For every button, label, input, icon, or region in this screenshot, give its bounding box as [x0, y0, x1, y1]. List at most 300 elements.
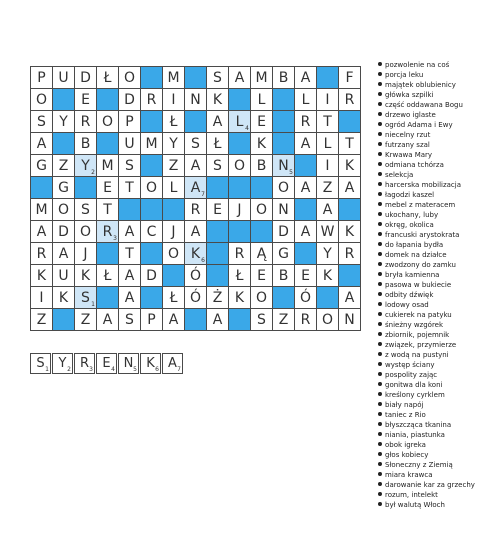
cell-letter: A — [344, 180, 355, 196]
grid-cell[interactable] — [316, 132, 339, 155]
cell-letter: A — [190, 180, 201, 196]
bullet-icon — [378, 72, 382, 76]
cell-letter: K — [256, 136, 267, 152]
solution-cell[interactable] — [74, 353, 95, 374]
grid-cell[interactable] — [206, 308, 229, 331]
cell-letter: Y — [81, 158, 90, 174]
grid-cell[interactable] — [74, 242, 97, 265]
cell-letter: J — [237, 202, 242, 218]
cell-letter: O — [57, 202, 70, 218]
grid-cell[interactable] — [162, 66, 185, 89]
cell-letter: K — [344, 224, 355, 240]
cell-letter: G — [278, 246, 289, 262]
clue-item — [378, 400, 475, 410]
clue-text: związek, przymierze — [385, 341, 457, 349]
grid-cell-blocked — [206, 264, 229, 287]
clue-text: rozum, intelekt — [385, 491, 438, 499]
grid-cell[interactable] — [118, 132, 141, 155]
grid-cell[interactable] — [140, 220, 163, 243]
clue-text: śnieżny wzgórek — [385, 321, 444, 329]
clue-text: odmiana tchórza — [385, 161, 444, 169]
grid-cell[interactable] — [162, 154, 185, 177]
clue-text: okręg, okolica — [385, 221, 434, 229]
grid-cell[interactable] — [316, 154, 339, 177]
grid-cell[interactable] — [206, 154, 229, 177]
cell-number: 6 — [201, 257, 205, 264]
grid-cell[interactable] — [74, 308, 97, 331]
grid-cell[interactable] — [74, 154, 97, 177]
clue-item — [378, 310, 475, 320]
clue-text: kreślony cyrklem — [385, 391, 445, 399]
bullet-icon — [378, 112, 382, 116]
solution-number: 5 — [133, 366, 137, 373]
clue-item — [378, 300, 475, 310]
grid-cell[interactable] — [294, 264, 317, 287]
cell-letter: A — [124, 290, 135, 306]
grid-cell[interactable] — [184, 220, 207, 243]
grid-cell[interactable] — [52, 176, 75, 199]
grid-cell[interactable] — [338, 176, 361, 199]
grid-cell[interactable] — [250, 308, 273, 331]
clue-item — [378, 420, 475, 430]
grid-cell[interactable] — [118, 88, 141, 111]
grid-cell[interactable] — [118, 242, 141, 265]
cell-letter: B — [80, 136, 91, 152]
grid-cell[interactable] — [272, 66, 295, 89]
grid-cell[interactable] — [118, 220, 141, 243]
cell-letter: E — [81, 92, 90, 108]
cell-letter: Ż — [212, 290, 223, 306]
grid-cell[interactable] — [184, 286, 207, 309]
grid-cell-blocked — [140, 198, 163, 221]
grid-cell-blocked — [184, 66, 207, 89]
cell-letter: D — [58, 224, 69, 240]
clue-text: porcja leku — [385, 71, 424, 79]
cell-letter: A — [190, 158, 201, 174]
grid-cell[interactable] — [52, 198, 75, 221]
solution-letter: R — [79, 356, 90, 371]
solution-number: 4 — [111, 366, 115, 373]
bullet-icon — [378, 152, 382, 156]
cell-letter: K — [234, 290, 245, 306]
solution-cell[interactable] — [52, 353, 73, 374]
grid-cell-blocked — [316, 286, 339, 309]
grid-cell[interactable] — [338, 132, 361, 155]
grid-cell[interactable] — [316, 220, 339, 243]
cell-letter: R — [300, 312, 311, 328]
clue-text: drzewo iglaste — [385, 111, 436, 119]
cell-letter: Y — [59, 114, 68, 130]
cell-letter: F — [345, 70, 354, 86]
grid-cell[interactable] — [228, 286, 251, 309]
grid-cell[interactable] — [228, 264, 251, 287]
cell-letter: O — [79, 224, 92, 240]
grid-cell[interactable] — [30, 198, 53, 221]
cell-letter: S — [257, 312, 266, 328]
grid-cell[interactable] — [272, 308, 295, 331]
cell-letter: K — [36, 268, 47, 284]
clue-text: niania, piastunka — [385, 431, 445, 439]
clue-item — [378, 250, 475, 260]
cell-number: 4 — [245, 125, 249, 132]
solution-cell[interactable] — [30, 353, 51, 374]
grid-cell[interactable] — [184, 264, 207, 287]
grid-cell[interactable] — [272, 220, 295, 243]
clue-item — [378, 460, 475, 470]
cell-letter: S — [213, 70, 222, 86]
grid-cell[interactable] — [30, 66, 53, 89]
grid-cell-blocked — [162, 198, 185, 221]
grid-cell[interactable] — [30, 88, 53, 111]
grid-cell[interactable] — [118, 308, 141, 331]
grid-cell[interactable] — [206, 66, 229, 89]
grid-cell[interactable] — [250, 286, 273, 309]
grid-cell[interactable] — [96, 264, 119, 287]
grid-cell[interactable] — [206, 198, 229, 221]
grid-cell[interactable] — [118, 264, 141, 287]
grid-cell[interactable] — [30, 308, 53, 331]
solution-cell[interactable] — [118, 353, 139, 374]
clue-text: głos kobiecy — [385, 451, 429, 459]
cell-letter: T — [345, 136, 354, 152]
grid-cell[interactable] — [140, 264, 163, 287]
clue-text: majątek oblubienicy — [385, 81, 456, 89]
solution-letter: S — [36, 356, 45, 371]
grid-cell[interactable] — [228, 66, 251, 89]
grid-cell[interactable] — [228, 110, 251, 133]
clue-text: domek na działce — [385, 251, 447, 259]
grid-cell[interactable] — [250, 264, 273, 287]
cell-letter: A — [36, 224, 47, 240]
grid-cell[interactable] — [316, 110, 339, 133]
grid-cell[interactable] — [118, 286, 141, 309]
bullet-icon — [378, 282, 382, 286]
solution-letter: K — [146, 356, 155, 371]
grid-cell[interactable] — [96, 110, 119, 133]
grid-cell[interactable] — [228, 154, 251, 177]
grid-cell-blocked — [338, 198, 361, 221]
grid-cell[interactable] — [162, 308, 185, 331]
grid-cell[interactable] — [30, 220, 53, 243]
grid-cell[interactable] — [184, 176, 207, 199]
clue-item — [378, 190, 475, 200]
cell-letter: Ą — [256, 246, 267, 262]
bullet-icon — [378, 332, 382, 336]
clue-item — [378, 500, 475, 510]
grid-cell[interactable] — [250, 110, 273, 133]
grid-cell[interactable] — [74, 132, 97, 155]
cell-letter: O — [35, 92, 48, 108]
grid-cell[interactable] — [250, 66, 273, 89]
cell-letter: T — [125, 180, 134, 196]
grid-cell[interactable] — [162, 132, 185, 155]
cell-letter: M — [255, 70, 268, 86]
bullet-icon — [378, 352, 382, 356]
grid-cell[interactable] — [140, 308, 163, 331]
clue-text: selekcja — [385, 171, 414, 179]
grid-cell[interactable] — [52, 242, 75, 265]
grid-cell[interactable] — [184, 154, 207, 177]
clue-item — [378, 240, 475, 250]
grid-cell[interactable] — [184, 198, 207, 221]
grid-cell[interactable] — [184, 132, 207, 155]
cell-letter: N — [190, 92, 201, 108]
cell-letter: Z — [278, 312, 289, 328]
bullet-icon — [378, 262, 382, 266]
grid-cell[interactable] — [140, 88, 163, 111]
clue-item — [378, 280, 475, 290]
grid-cell[interactable] — [294, 110, 317, 133]
grid-cell-blocked — [272, 88, 295, 111]
grid-cell[interactable] — [228, 242, 251, 265]
cell-letter: A — [322, 202, 333, 218]
grid-cell[interactable] — [162, 88, 185, 111]
cell-letter: A — [212, 312, 223, 328]
cell-letter: A — [124, 268, 135, 284]
grid-cell[interactable] — [206, 132, 229, 155]
cell-number: 3 — [113, 235, 117, 242]
grid-cell[interactable] — [294, 88, 317, 111]
grid-cell[interactable] — [272, 154, 295, 177]
grid-cell[interactable] — [118, 66, 141, 89]
grid-cell[interactable] — [52, 154, 75, 177]
grid-cell[interactable] — [52, 264, 75, 287]
grid-cell[interactable] — [294, 176, 317, 199]
solution-number: 6 — [155, 366, 159, 373]
grid-cell[interactable] — [294, 220, 317, 243]
solution-number: 7 — [177, 366, 181, 373]
bullet-icon — [378, 122, 382, 126]
cell-letter: P — [37, 70, 46, 86]
grid-cell[interactable] — [30, 154, 53, 177]
cell-letter: L — [235, 114, 244, 130]
grid-cell[interactable] — [30, 110, 53, 133]
bullet-icon — [378, 452, 382, 456]
grid-cell[interactable] — [206, 286, 229, 309]
cell-letter: Ł — [169, 114, 178, 130]
clue-item — [378, 270, 475, 280]
cell-letter: R — [234, 246, 245, 262]
grid-cell[interactable] — [316, 242, 339, 265]
grid-cell[interactable] — [96, 154, 119, 177]
grid-cell-blocked — [52, 88, 75, 111]
grid-cell[interactable] — [96, 66, 119, 89]
clue-item — [378, 110, 475, 120]
clue-item — [378, 260, 475, 270]
grid-cell[interactable] — [74, 88, 97, 111]
grid-cell[interactable] — [96, 198, 119, 221]
solution-letter: N — [123, 356, 134, 371]
grid-cell[interactable] — [52, 286, 75, 309]
grid-cell[interactable] — [162, 176, 185, 199]
clue-text: pozwolenie na coś — [385, 61, 450, 69]
grid-cell[interactable] — [118, 176, 141, 199]
grid-cell[interactable] — [162, 242, 185, 265]
grid-cell[interactable] — [74, 264, 97, 287]
grid-cell[interactable] — [272, 198, 295, 221]
grid-cell[interactable] — [272, 176, 295, 199]
clue-text: pospolity zając — [385, 371, 438, 379]
clue-item — [378, 370, 475, 380]
cell-letter: M — [101, 158, 114, 174]
clue-text: obok igreka — [385, 441, 426, 449]
cell-letter: Ł — [103, 268, 112, 284]
bullet-icon — [378, 92, 382, 96]
cell-letter: T — [125, 246, 134, 262]
grid-cell[interactable] — [338, 88, 361, 111]
bullet-icon — [378, 392, 382, 396]
grid-cell[interactable] — [294, 66, 317, 89]
grid-cell[interactable] — [338, 308, 361, 331]
grid-cell[interactable] — [228, 198, 251, 221]
cell-letter: O — [233, 158, 246, 174]
grid-cell-blocked — [294, 242, 317, 265]
grid-cell[interactable] — [74, 66, 97, 89]
bullet-icon — [378, 412, 382, 416]
cell-letter: Z — [322, 180, 333, 196]
clue-list — [378, 60, 475, 510]
clue-item — [378, 160, 475, 170]
solution-cell[interactable] — [162, 353, 183, 374]
grid-cell[interactable] — [140, 132, 163, 155]
grid-cell[interactable] — [316, 308, 339, 331]
grid-cell[interactable] — [250, 198, 273, 221]
grid-cell[interactable] — [316, 264, 339, 287]
clue-text: był walutą Włoch — [385, 501, 445, 509]
cell-letter: O — [255, 202, 268, 218]
grid-cell[interactable] — [30, 286, 53, 309]
grid-cell[interactable] — [96, 220, 119, 243]
cell-letter: M — [35, 202, 48, 218]
cell-letter: M — [145, 136, 158, 152]
solution-cell[interactable] — [140, 353, 161, 374]
bullet-icon — [378, 62, 382, 66]
grid-cell[interactable] — [338, 286, 361, 309]
grid-cell[interactable] — [250, 242, 273, 265]
grid-cell-blocked — [272, 132, 295, 155]
grid-cell[interactable] — [294, 308, 317, 331]
clue-item — [378, 60, 475, 70]
grid-cell[interactable] — [118, 154, 141, 177]
grid-cell[interactable] — [250, 154, 273, 177]
grid-cell[interactable] — [52, 66, 75, 89]
cell-letter: S — [125, 312, 134, 328]
grid-cell[interactable] — [250, 88, 273, 111]
grid-cell[interactable] — [316, 176, 339, 199]
clue-item — [378, 330, 475, 340]
grid-cell[interactable] — [74, 220, 97, 243]
cell-letter: Ó — [189, 268, 202, 284]
grid-cell[interactable] — [272, 264, 295, 287]
clue-text: harcerska mobilizacja — [385, 181, 462, 189]
clue-item — [378, 130, 475, 140]
grid-cell[interactable] — [294, 286, 317, 309]
grid-cell[interactable] — [316, 198, 339, 221]
bullet-icon — [378, 312, 382, 316]
cell-letter: D — [278, 224, 289, 240]
grid-cell[interactable] — [96, 308, 119, 331]
cell-letter: A — [300, 180, 311, 196]
grid-cell[interactable] — [250, 132, 273, 155]
grid-cell[interactable] — [162, 110, 185, 133]
cell-letter: R — [102, 224, 113, 240]
grid-cell[interactable] — [272, 242, 295, 265]
grid-cell[interactable] — [30, 132, 53, 155]
cell-letter: K — [80, 268, 91, 284]
grid-cell[interactable] — [206, 88, 229, 111]
bullet-icon — [378, 252, 382, 256]
grid-cell[interactable] — [162, 286, 185, 309]
cell-letter: O — [167, 246, 180, 262]
grid-cell[interactable] — [74, 198, 97, 221]
grid-cell-blocked — [140, 110, 163, 133]
grid-cell[interactable] — [74, 286, 97, 309]
grid-cell[interactable] — [184, 88, 207, 111]
clue-item — [378, 350, 475, 360]
grid-cell[interactable] — [184, 242, 207, 265]
bullet-icon — [378, 272, 382, 276]
grid-cell[interactable] — [338, 154, 361, 177]
clue-text: gonitwa dla koni — [385, 381, 443, 389]
grid-cell-blocked — [272, 286, 295, 309]
cell-letter: A — [344, 290, 355, 306]
grid-cell[interactable] — [52, 220, 75, 243]
solution-number: 1 — [45, 366, 49, 373]
grid-cell[interactable] — [162, 220, 185, 243]
grid-cell[interactable] — [206, 110, 229, 133]
bullet-icon — [378, 422, 382, 426]
grid-cell[interactable] — [338, 220, 361, 243]
bullet-icon — [378, 372, 382, 376]
cell-letter: E — [213, 202, 222, 218]
grid-cell[interactable] — [30, 242, 53, 265]
grid-cell[interactable] — [338, 242, 361, 265]
cell-letter: Z — [80, 312, 91, 328]
grid-cell[interactable] — [96, 176, 119, 199]
cell-letter: D — [80, 70, 91, 86]
bullet-icon — [378, 102, 382, 106]
cell-letter: R — [344, 246, 355, 262]
grid-cell[interactable] — [52, 110, 75, 133]
cell-letter: N — [344, 312, 355, 328]
cell-letter: O — [277, 180, 290, 196]
solution-cell[interactable] — [96, 353, 117, 374]
grid-cell[interactable] — [74, 110, 97, 133]
clue-item — [378, 170, 475, 180]
grid-cell[interactable] — [140, 176, 163, 199]
grid-cell-blocked — [250, 176, 273, 199]
bullet-icon — [378, 292, 382, 296]
grid-cell[interactable] — [294, 132, 317, 155]
cell-letter: J — [171, 224, 176, 240]
bullet-icon — [378, 362, 382, 366]
grid-cell[interactable] — [338, 66, 361, 89]
cell-number: 1 — [91, 301, 95, 308]
grid-cell[interactable] — [316, 88, 339, 111]
grid-cell[interactable] — [30, 264, 53, 287]
grid-cell[interactable] — [118, 110, 141, 133]
cell-letter: O — [101, 114, 114, 130]
cell-letter: M — [167, 70, 180, 86]
cell-letter: O — [123, 70, 136, 86]
bullet-icon — [378, 492, 382, 496]
clue-text: pasowa w bukiecie — [385, 281, 452, 289]
bullet-icon — [378, 232, 382, 236]
cell-letter: O — [145, 180, 158, 196]
grid-cell-blocked — [206, 242, 229, 265]
clue-text: odbity dźwięk — [385, 291, 434, 299]
cell-letter: S — [125, 158, 134, 174]
